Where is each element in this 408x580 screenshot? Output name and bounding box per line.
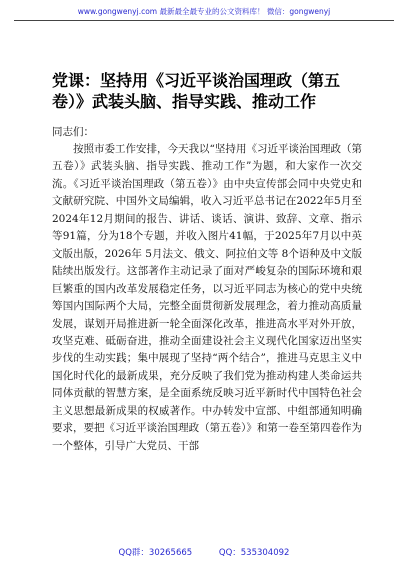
footer-qq: QQ：535304092 <box>218 548 290 558</box>
header-divider <box>14 20 394 21</box>
body-paragraph: 按照市委工作安排，今天我以“坚持用《习近平谈治国理政（第五卷）》武装头脑、指导实践、推动工作”为题，和大家作一次交流。《习近平谈治国理政（第五卷）》由中央宣传部会同中央党史和文献研究院、中国外文局编辑，收入习近平总书记在2022年5月至2024年12月期间的报告、讲话、谈话、演讲、致辞、文章、指示等91篇，分为18个专题，并收入图片41幅，于2025年7月以中英文版出版，2026年 5月法文、俄文、阿拉伯文等 8个语种及中文版陆续出版发行。这部著作主动记录了面对严峻复杂的国际环境和艰巨繁重的国内改革发展稳定任务，以习近平同志为核心的党中央统筹国内国际两个大局，完整全面贯彻新发展理念，着力推动高质量发展，谋划开局推进新一轮全面深化改革，推进高水平对外开放，攻坚克难、砥砺奋进，推动全面建设社会主义现代化国家迈出坚实步伐的生动实践；集中展现了坚持“两个结合”，推进马克思主义中国化时代化的最新成果，充分反映了我们党为推动构建人类命运共同体贡献的智慧方案，是全面系统反映习近平新时代中国特色社会主义思想最新成果的权威著作。中办转发中宣部、中组部通知明确要求，要把《习近平谈治国理政（第五卷）》和第一卷至第四卷作为一个整体，引导广大党员、干部 <box>52 143 362 452</box>
site-footer <box>0 546 408 558</box>
document-body <box>52 141 362 455</box>
site-header: www.gongwenyj.com 最新最全最专业的公文资料库！ 微信：gongwenyj <box>77 7 331 16</box>
footer-qq-group: QQ群：30265665 <box>118 548 193 558</box>
document-title: 党课：坚持用《习近平谈治国理政（第五卷）》武装头脑、指导实践、推动工作 <box>52 71 341 111</box>
greeting: 同志们： <box>52 126 94 138</box>
